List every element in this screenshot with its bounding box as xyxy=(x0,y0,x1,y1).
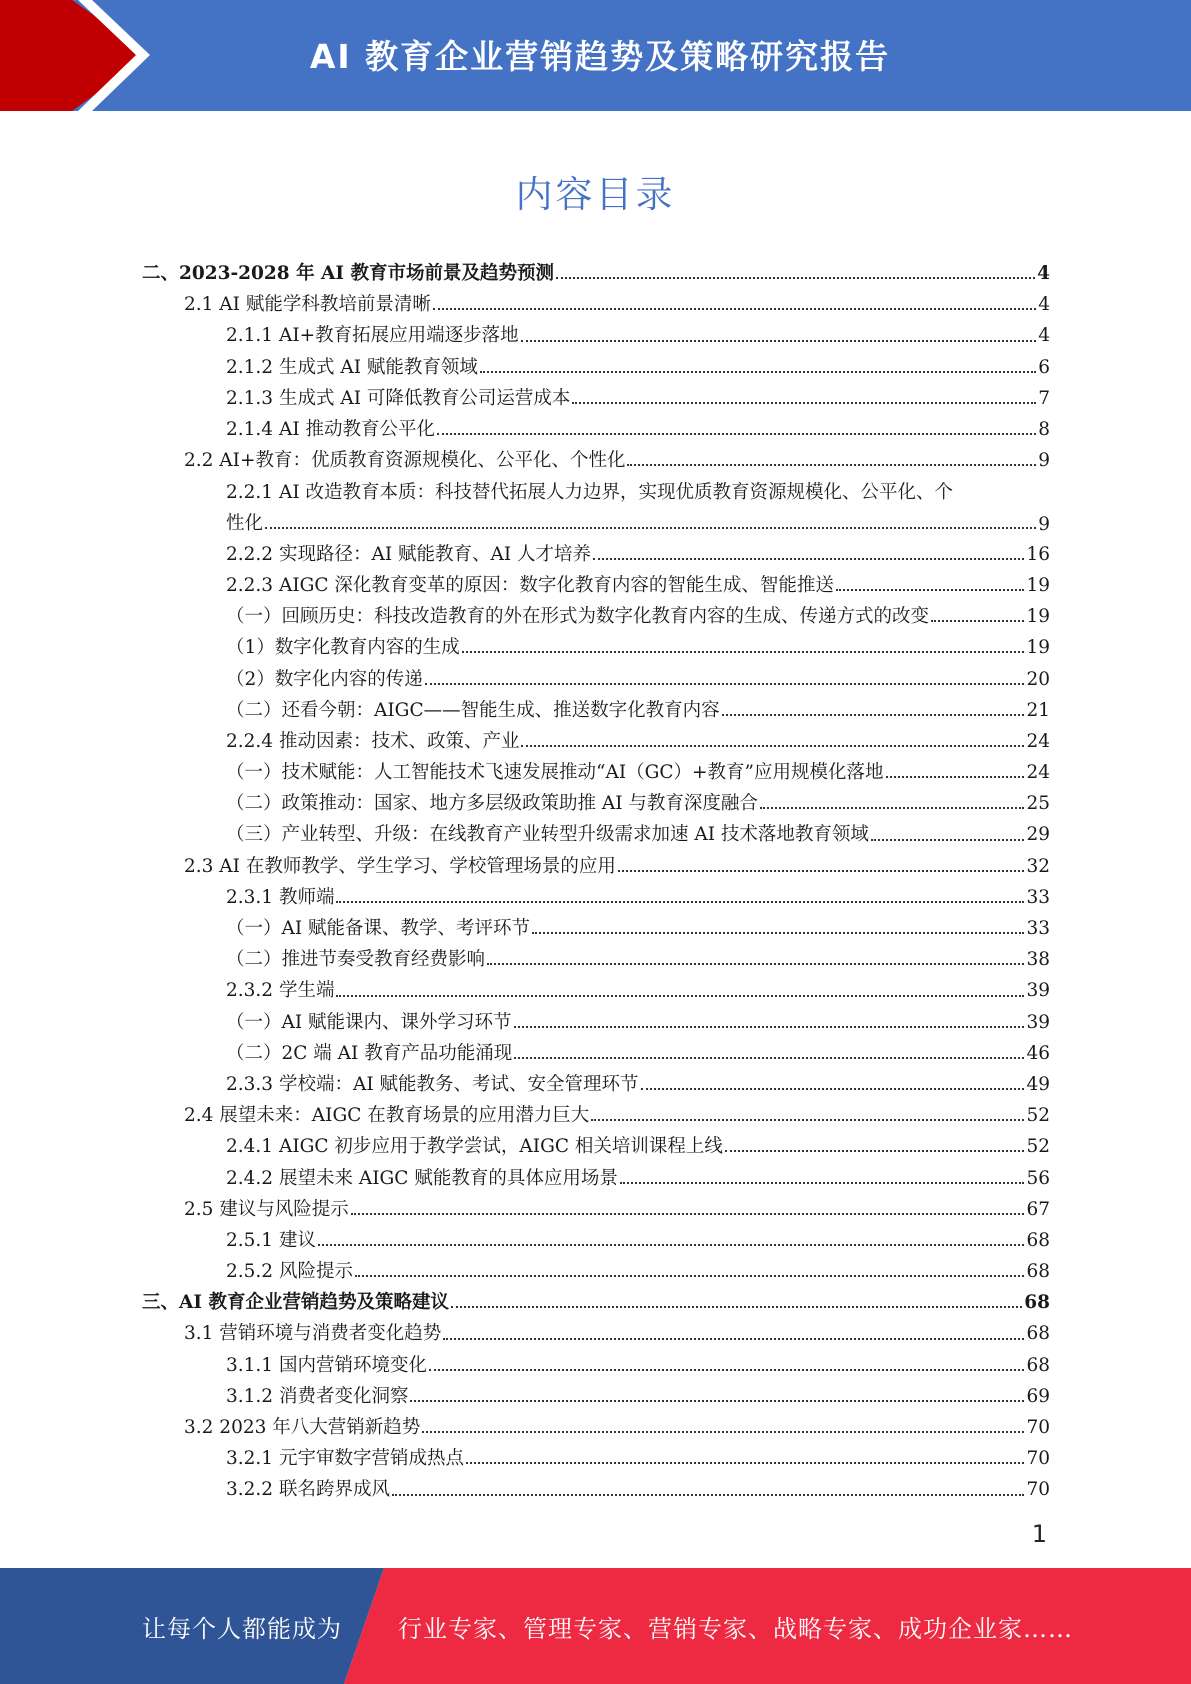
toc-page-number: 4 xyxy=(1037,263,1050,285)
toc-entry[interactable] xyxy=(142,1283,1050,1314)
toc-page-number: 46 xyxy=(1026,1042,1050,1064)
toc-entry-text: 2.4.1 AIGC 初步应用于教学尝试，AIGC 相关培训课程上线 xyxy=(226,1136,723,1158)
toc-entry-text: 2.1 AI 赋能学科教培前景清晰 xyxy=(184,294,431,316)
toc-entry-text: 2.5.1 建议 xyxy=(226,1229,316,1251)
toc-dot-leader xyxy=(443,1338,1024,1340)
toc-page-number: 68 xyxy=(1026,1261,1050,1283)
toc-entry-text: 2.4 展望未来：AIGC 在教育场景的应用潜力巨大 xyxy=(184,1105,590,1127)
toc-entry[interactable] xyxy=(142,1221,1050,1252)
toc-dot-leader xyxy=(836,589,1025,591)
toc-entry[interactable] xyxy=(142,784,1050,815)
toc-page-number: 24 xyxy=(1026,730,1050,752)
toc-entry-text: 2.2.2 实现路径：AI 赋能教育、AI 人才培养 xyxy=(226,543,592,565)
toc-entry-text: 三、AI 教育企业营销趋势及策略建议 xyxy=(142,1292,449,1314)
toc-page-number: 21 xyxy=(1026,699,1050,721)
toc-page-number: 70 xyxy=(1026,1479,1050,1501)
toc-entry-text: 2.3.3 学校端：AI 赋能教务、考试、安全管理环节 xyxy=(226,1073,639,1095)
toc-entry-text: 2.1.4 AI 推动教育公平化 xyxy=(226,419,436,440)
toc-page-number: 33 xyxy=(1026,886,1050,908)
toc-entry[interactable] xyxy=(142,1127,1050,1158)
toc-entry-text: 3.2 2023 年八大营销新趋势 xyxy=(184,1417,421,1438)
toc-entry[interactable] xyxy=(142,1096,1050,1127)
toc-page-number: 49 xyxy=(1026,1073,1050,1095)
toc-dot-leader xyxy=(521,745,1024,747)
toc-entry[interactable] xyxy=(142,379,1050,410)
toc-page-number: 25 xyxy=(1026,793,1050,815)
toc-dot-leader xyxy=(760,807,1025,809)
toc-entry-text: 2.2 AI+教育：优质教育资源规模化、公平化、个性化 xyxy=(184,450,626,472)
toc-entry[interactable] xyxy=(142,847,1050,878)
toc-page-number: 19 xyxy=(1026,606,1050,628)
toc-dot-leader xyxy=(422,1431,1024,1433)
toc-entry[interactable] xyxy=(142,597,1050,628)
toc-entry[interactable] xyxy=(142,722,1050,753)
toc-entry[interactable] xyxy=(142,1003,1050,1034)
toc-entry-text: 2.5 建议与风险提示 xyxy=(184,1198,349,1220)
toc-page-number: 70 xyxy=(1026,1417,1050,1438)
toc-dot-leader xyxy=(336,901,1024,903)
toc-dot-leader xyxy=(462,651,1025,653)
toc-entry[interactable] xyxy=(142,410,1050,441)
toc-entry-text: （一）AI 赋能备课、教学、考评环节 xyxy=(226,918,531,939)
toc-dot-leader xyxy=(425,683,1025,685)
toc-entry[interactable] xyxy=(142,1034,1050,1065)
toc-entry[interactable] xyxy=(142,566,1050,597)
toc-page-number: 19 xyxy=(1026,574,1050,596)
toc-page-number: 9 xyxy=(1038,450,1050,472)
toc-dot-leader xyxy=(351,1213,1025,1215)
toc-entry[interactable] xyxy=(142,1377,1050,1408)
toc-entry-text: 2.2.1 AI 改造教育本质：科技替代拓展人力边界，实现优质教育资源规模化、公平化、个 xyxy=(226,481,954,503)
toc-dot-leader xyxy=(392,1494,1024,1496)
toc-dot-leader xyxy=(931,620,1024,622)
toc-page-number: 19 xyxy=(1026,637,1050,659)
toc-entry[interactable] xyxy=(142,815,1050,846)
toc-dot-leader xyxy=(871,839,1025,841)
toc-dot-leader xyxy=(722,714,1025,716)
toc-entry[interactable] xyxy=(142,472,1050,534)
toc-entry-text: （一）AI 赋能课内、课外学习环节 xyxy=(226,1011,512,1033)
toc-dot-leader xyxy=(336,995,1024,997)
toc-dot-leader xyxy=(532,932,1024,934)
toc-entry[interactable] xyxy=(142,659,1050,690)
toc-page-number: 68 xyxy=(1024,1292,1050,1314)
toc-dot-leader xyxy=(451,1306,1022,1308)
toc-entry[interactable] xyxy=(142,535,1050,566)
toc-page-number: 33 xyxy=(1026,918,1050,939)
toc-page-number: 56 xyxy=(1026,1167,1050,1189)
toc-dot-leader xyxy=(514,1057,1024,1059)
toc-entry-text-continued: 性化 xyxy=(226,512,264,534)
footer-banner xyxy=(0,1568,1191,1684)
toc-page-number: 32 xyxy=(1026,855,1050,877)
toc-dot-leader xyxy=(556,277,1035,279)
toc-entry[interactable] xyxy=(142,1190,1050,1221)
toc-dot-leader xyxy=(410,1400,1024,1402)
toc-page-number: 69 xyxy=(1026,1385,1050,1407)
toc-dot-leader xyxy=(620,1182,1025,1184)
toc-entry[interactable] xyxy=(142,1470,1050,1501)
toc-page-number: 9 xyxy=(1038,513,1050,535)
toc-dot-leader xyxy=(618,870,1025,872)
toc-page-number: 16 xyxy=(1026,543,1050,565)
toc-dot-leader xyxy=(591,1119,1024,1121)
toc-entry-text: （二）政策推动：国家、地方多层级政策助推 AI 与教育深度融合 xyxy=(226,793,758,815)
toc-page-number: 8 xyxy=(1038,419,1050,440)
toc-page-number: 70 xyxy=(1026,1448,1050,1470)
toc-page-number: 39 xyxy=(1026,1011,1050,1033)
toc-entry-text: （一）技术赋能：人工智能技术飞速发展推动“AI（GC）+教育”应用规模化落地 xyxy=(226,762,884,784)
toc-dot-leader xyxy=(725,1150,1025,1152)
toc-entry-text: （1）数字化教育内容的生成 xyxy=(226,637,460,659)
toc-dot-leader xyxy=(355,1275,1025,1277)
toc-entry-text: 2.3 AI 在教师教学、学生学习、学校管理场景的应用 xyxy=(184,855,616,877)
toc-dot-leader xyxy=(487,963,1024,965)
toc-entry-text: 二、2023-2028 年 AI 教育市场前景及趋势预测 xyxy=(142,263,554,285)
toc-entry[interactable] xyxy=(142,441,1050,472)
toc-page-number: 24 xyxy=(1026,762,1050,784)
toc-entry-text: 2.3.1 教师端 xyxy=(226,886,335,908)
toc-dot-leader xyxy=(572,402,1036,404)
toc-entry-text: 2.4.2 展望未来 AIGC 赋能教育的具体应用场景 xyxy=(226,1167,618,1189)
toc-entry[interactable] xyxy=(142,940,1050,971)
toc-entry-text: 3.1.2 消费者变化洞察 xyxy=(226,1385,409,1407)
toc-page-number: 29 xyxy=(1026,824,1050,846)
toc-dot-leader xyxy=(641,1088,1025,1090)
toc-entry-text: （二）还看今朝：AIGC——智能生成、推送数字化教育内容 xyxy=(226,699,720,721)
toc-entry[interactable] xyxy=(142,691,1050,722)
toc-page-number: 4 xyxy=(1038,294,1050,316)
toc-entry[interactable] xyxy=(142,348,1050,379)
toc-page-number: 20 xyxy=(1026,668,1050,690)
table-of-contents xyxy=(142,254,1050,1502)
toc-page-number: 67 xyxy=(1026,1198,1050,1220)
report-title: AI 教育企业营销趋势及策略研究报告 xyxy=(309,36,891,76)
toc-dot-leader xyxy=(318,1244,1025,1246)
toc-entry-text: （三）产业转型、升级：在线教育产业转型升级需求加速 AI 技术落地教育领域 xyxy=(226,824,869,846)
toc-entry-text: （二）推进节奏受教育经费影响 xyxy=(226,949,486,971)
toc-entry[interactable] xyxy=(142,316,1050,347)
toc-page-number: 52 xyxy=(1026,1105,1050,1127)
toc-entry[interactable] xyxy=(142,1314,1050,1345)
toc-entry[interactable] xyxy=(142,1408,1050,1439)
toc-page-number: 38 xyxy=(1026,949,1050,971)
toc-page-number: 39 xyxy=(1026,980,1050,1002)
toc-entry[interactable] xyxy=(142,285,1050,316)
toc-entry-text: （二）2C 端 AI 教育产品功能涌现 xyxy=(226,1042,513,1064)
toc-dot-leader xyxy=(466,1462,1024,1464)
toc-entry[interactable] xyxy=(142,1439,1050,1470)
toc-entry[interactable] xyxy=(142,1252,1050,1283)
toc-dot-leader xyxy=(514,1026,1025,1028)
toc-entry-text: 3.2.2 联名跨界成风 xyxy=(226,1479,390,1501)
toc-page-number: 52 xyxy=(1026,1136,1050,1158)
toc-entry-text: 2.1.3 生成式 AI 可降低教育公司运营成本 xyxy=(226,387,571,409)
toc-entry[interactable] xyxy=(142,971,1050,1002)
toc-entry-text: （2）数字化内容的传递 xyxy=(226,668,423,690)
toc-entry[interactable] xyxy=(142,753,1050,784)
toc-entry-text: 2.2.3 AIGC 深化教育变革的原因：数字化教育内容的智能生成、智能推送 xyxy=(226,574,834,596)
toc-dot-leader xyxy=(521,340,1037,342)
toc-entry[interactable] xyxy=(142,1158,1050,1189)
toc-dot-leader xyxy=(437,433,1036,435)
toc-dot-leader xyxy=(886,776,1025,778)
header-banner xyxy=(0,0,1191,111)
toc-entry[interactable] xyxy=(142,1346,1050,1377)
toc-dot-leader xyxy=(627,464,1036,466)
toc-entry[interactable] xyxy=(142,628,1050,659)
toc-entry-text: 2.2.4 推动因素：技术、政策、产业 xyxy=(226,730,520,752)
toc-entry-text: 2.1.1 AI+教育拓展应用端逐步落地 xyxy=(226,325,519,347)
page-number: 1 xyxy=(1031,1520,1047,1548)
toc-page-number: 7 xyxy=(1038,387,1050,409)
toc-page-number: 68 xyxy=(1026,1323,1050,1345)
footer-slogan-right: 行业专家、管理专家、营销专家、战略专家、成功企业家…… xyxy=(398,1614,1073,1643)
toc-entry-text: 2.5.2 风险提示 xyxy=(226,1261,353,1283)
toc-page-number: 68 xyxy=(1026,1229,1050,1251)
footer-slogan-left: 让每个人都能成为 xyxy=(142,1614,342,1643)
toc-entry-text: 2.3.2 学生端 xyxy=(226,980,335,1002)
toc-page-number: 4 xyxy=(1038,325,1050,347)
toc-entry[interactable] xyxy=(142,909,1050,940)
toc-entry-text: 3.1.1 国内营销环境变化 xyxy=(226,1354,427,1376)
toc-page-number: 6 xyxy=(1038,356,1050,378)
toc-entry[interactable] xyxy=(142,254,1050,285)
toc-dot-leader xyxy=(593,558,1024,560)
toc-entry-text: 2.1.2 生成式 AI 赋能教育领域 xyxy=(226,356,478,378)
toc-entry[interactable] xyxy=(142,1065,1050,1096)
toc-entry-text: 3.1 营销环境与消费者变化趋势 xyxy=(184,1323,442,1345)
toc-dot-leader xyxy=(433,308,1036,310)
toc-dot-leader xyxy=(480,371,1036,373)
toc-entry-text: 3.2.1 元宇审数字营销成热点 xyxy=(226,1448,464,1470)
toc-heading: 内容目录 xyxy=(515,173,676,216)
toc-entry[interactable] xyxy=(142,878,1050,909)
toc-page-number: 68 xyxy=(1026,1354,1050,1376)
toc-entry-text: （一）回顾历史：科技改造教育的外在形式为数字化教育内容的生成、传递方式的改变 xyxy=(226,606,930,628)
toc-dot-leader xyxy=(429,1369,1024,1371)
toc-dot-leader xyxy=(265,527,1036,529)
